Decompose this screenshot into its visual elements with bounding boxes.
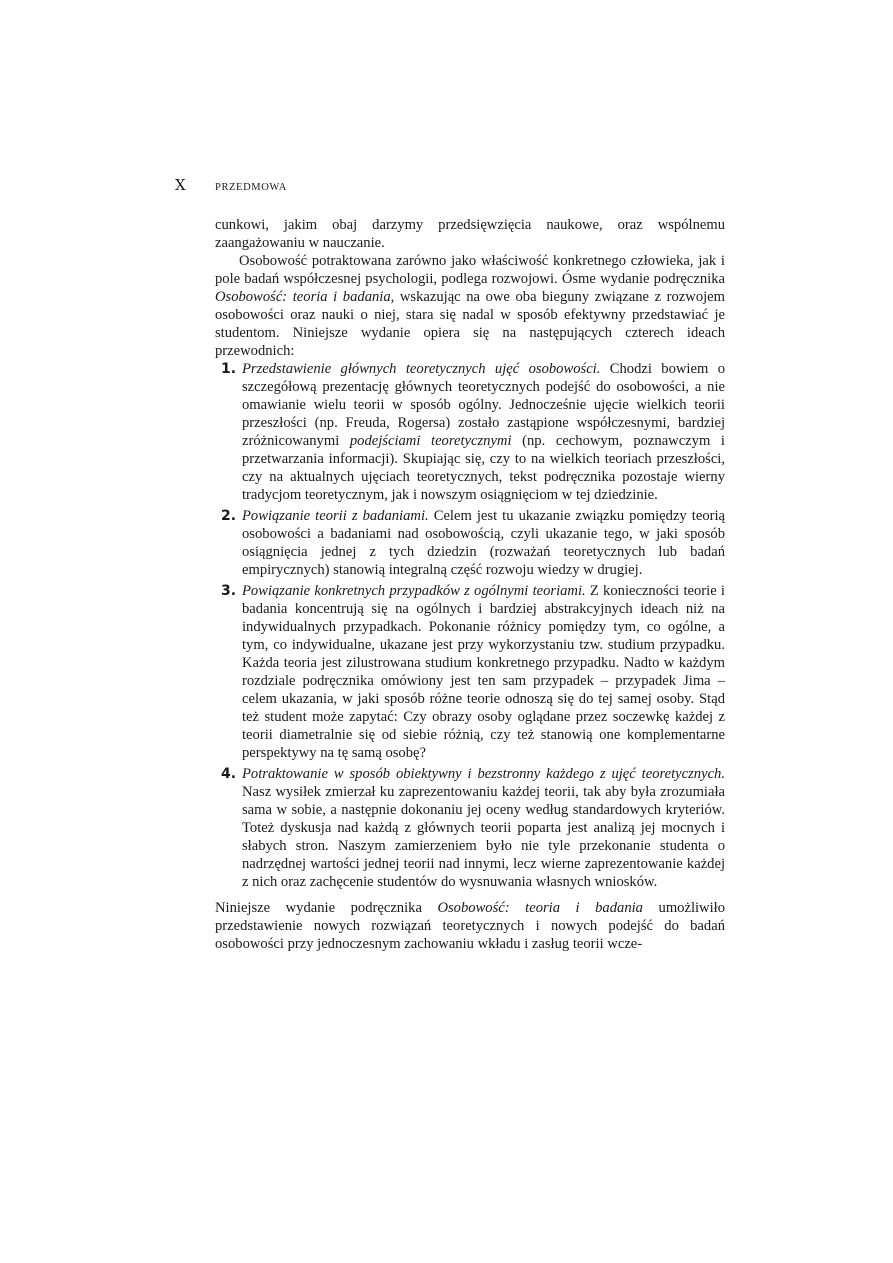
paragraph-continuation: cunkowi, jakim obaj darzymy przedsięwzięcia naukowe, oraz wspólnemu zaangażowaniu w nauczanie. bbox=[215, 217, 725, 251]
page-header bbox=[175, 176, 287, 194]
list-item: 2. Powiązanie teorii z badaniami. Celem jest tu ukazanie związku pomiędzy teorią osobowości a badaniami nad osobowością, czyli ukazanie tego, w jaki sposób osiągnięcia jednej z tych dziedzin (rozważań teoretycznych lub badań empirycznych) stanowią integralną część rozwoju wiedzy w drugiej. bbox=[221, 508, 726, 578]
list-item-number: 1. bbox=[221, 361, 237, 377]
book-title: Osobowość: teoria i badania bbox=[437, 900, 643, 916]
paragraph-closing: Niniejsze wydanie podręcznika Osobowość: teoria i badania umożliwiło przedstawienie nowych rozwiązań teoretycznych i nowych podejść do badań osobowości przy jednoczesnym zachowaniu wkładu i zasług teorii wcze- bbox=[215, 900, 725, 952]
list-item-number: 3. bbox=[221, 583, 237, 599]
list-item: 4. Potraktowanie w sposób obiektywny i bezstronny każdego z ujęć teoretycznych. Nasz wysiłek zmierzał ku zaprezentowaniu każdej teorii, tak aby była zrozumiała sama w sobie, a następnie dokonaniu jej oceny według standardowych kryteriów. Toteż dyskusja nad każdą z głównych teorii poparta jest analizą jej mocnych i słabych stron. Naszym zamierzeniem było nie tyle przekonanie studenta o nadrzędnej wartości jednej teorii nad innymi, lecz wierne zaprezentowanie każdej z nich oraz zachęcenie studentów do wysnuwania własnych wniosków. bbox=[221, 766, 725, 890]
list-item-heading: Potraktowanie w sposób obiektywny i bezstronny każdego z ujęć teoretycznych. bbox=[242, 766, 725, 782]
list-item: 3. Powiązanie konkretnych przypadków z ogólnymi teoriami. Z konieczności teorie i badania koncentrują się na ogólnych i bardziej abstrakcyjnych ideach niż na indywidualnych przypadkach. Pokonanie różnicy pomiędzy tym, co ogólne, a tym, co indywidualne, ukazane jest przy wykorzystaniu tzw. studium przypadku. Każda teoria jest zilustrowana studium konkretnego przypadku. Nadto w każdym rozdziale podręcznika omówiony jest ten sam przypadek – przypadek Jima – celem ukazania, w jaki sposób różne teorie odnoszą się do tej samej osoby. Stąd też student może zapytać: Czy obrazy osoby oglądane przez soczewkę każdej z teorii diametralnie się od siebie różnią, czy też stanowią one komplementarne perspektywy na tę samą osobę? bbox=[221, 583, 725, 761]
book-title: Osobowość: teoria i badania bbox=[215, 289, 391, 305]
page-number: X bbox=[175, 176, 186, 194]
running-head: PRZEDMOWA bbox=[215, 182, 287, 193]
guiding-ideas-list bbox=[215, 360, 725, 891]
list-item-heading: Powiązanie teorii z badaniami. bbox=[242, 508, 429, 524]
list-item-number: 2. bbox=[221, 508, 237, 524]
list-item: 1. Przedstawienie głównych teoretycznych ujęć osobowości. Chodzi bowiem o szczegółową prezentację głównych teoretycznych podejść do osobowości, a nie omawianie wielu teorii w sposób ogólny. Jednocześnie ujęcie wielkich teorii przeszłości (np. Freuda, Rogersa) zostało zastąpione współczesnymi, bardziej zróżnicowanymi podejściami teoretycznymi (np. cechowym, poznawczym i przetwarzania informacji). Skupiając się, czy to na wielkich teoriach przeszłości, czy na aktualnych ujęciach teoretycznych, tekst podręcznika pozostaje wierny tradycjom teoretycznym, jak i nowszym osiągnięciom w tej dziedzinie. bbox=[221, 361, 725, 503]
paragraph-intro: Osobowość potraktowana zarówno jako właściwość konkretnego człowieka, jak i pole badań współczesnej psychologii, podlega rozwojowi. Ósme wydanie podręcznika Osobowość: teoria i badania, wskazując na owe oba bieguny związane z rozwojem osobowości oraz nauki o niej, stara się nadal w sposób efektywny przedstawiać je studentom. Niniejsze wydanie opiera się na następujących czterech ideach przewodnich: bbox=[215, 253, 725, 359]
emphasis: podejściami teoretycznymi bbox=[349, 433, 512, 449]
body-text bbox=[215, 216, 725, 953]
list-item-heading: Powiązanie konkretnych przypadków z ogólnymi teoriami. bbox=[242, 583, 586, 599]
list-item-number: 4. bbox=[221, 766, 237, 782]
list-item-heading: Przedstawienie głównych teoretycznych ujęć osobowości. bbox=[242, 361, 601, 377]
